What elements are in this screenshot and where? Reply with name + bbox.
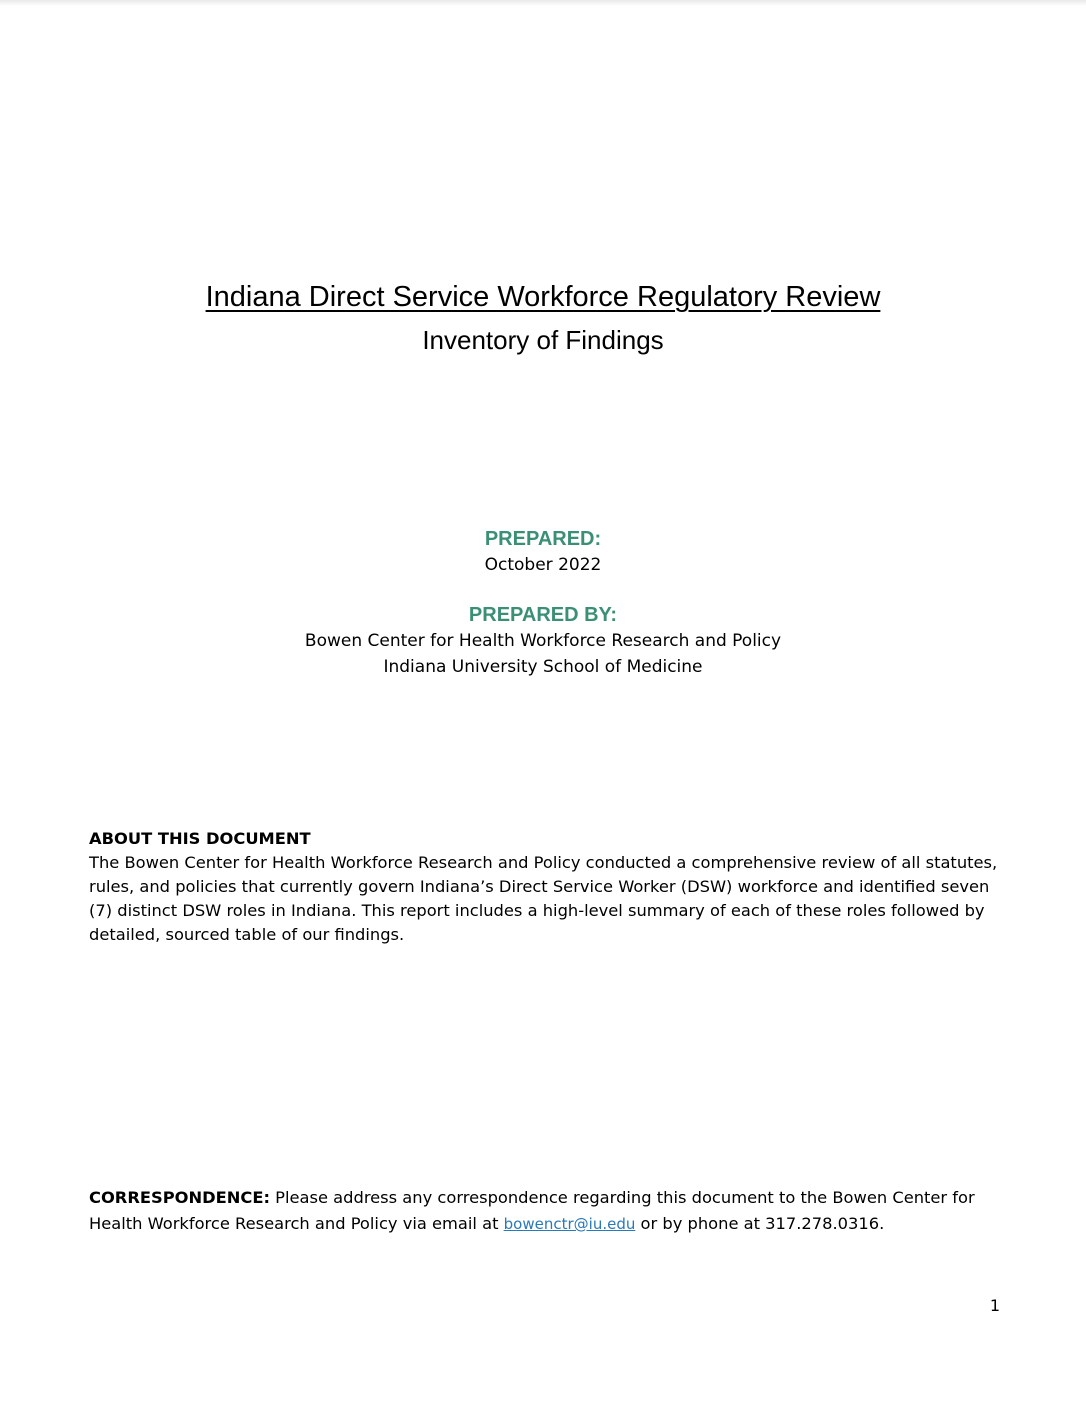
page-top-shadow bbox=[0, 0, 1086, 6]
email-link[interactable]: bowenctr@iu.edu bbox=[503, 1215, 636, 1233]
prepared-date: October 2022 bbox=[484, 555, 602, 575]
document-title: Indiana Direct Service Workforce Regulatory Review bbox=[205, 281, 881, 313]
prepared-by-school: Indiana University School of Medicine bbox=[383, 657, 703, 677]
about-section bbox=[89, 827, 999, 947]
prepared-by-section bbox=[0, 602, 1086, 680]
prepared-by-label: PREPARED BY: bbox=[468, 604, 618, 626]
page-number: 1 bbox=[989, 1296, 1000, 1315]
prepared-by-org: Bowen Center for Health Workforce Research and Policy bbox=[304, 631, 782, 651]
document-subtitle: Inventory of Findings bbox=[422, 325, 664, 355]
title-block bbox=[0, 278, 1086, 357]
correspondence-text: Please address any correspondence regarding this document to the Bowen Center for Health Workforce Research and Policy via email at bbox=[89, 1188, 975, 1233]
prepared-section bbox=[0, 526, 1086, 578]
about-body: The Bowen Center for Health Workforce Research and Policy conducted a comprehensive review of all statutes, rules, and policies that currently govern Indiana’s Direct Service Worker (DSW) workforce and identified seven (7) distinct DSW roles in Indiana. This report includes a high-level summary of each of these roles followed by detailed, sourced table of our findings. bbox=[89, 853, 998, 944]
about-heading: ABOUT THIS DOCUMENT bbox=[89, 829, 311, 848]
prepared-label: PREPARED: bbox=[484, 528, 602, 550]
correspondence-phone-text: or by phone at 317.278.0316. bbox=[640, 1214, 885, 1233]
correspondence-label: CORRESPONDENCE: bbox=[89, 1188, 270, 1207]
correspondence-section bbox=[89, 1185, 1009, 1237]
